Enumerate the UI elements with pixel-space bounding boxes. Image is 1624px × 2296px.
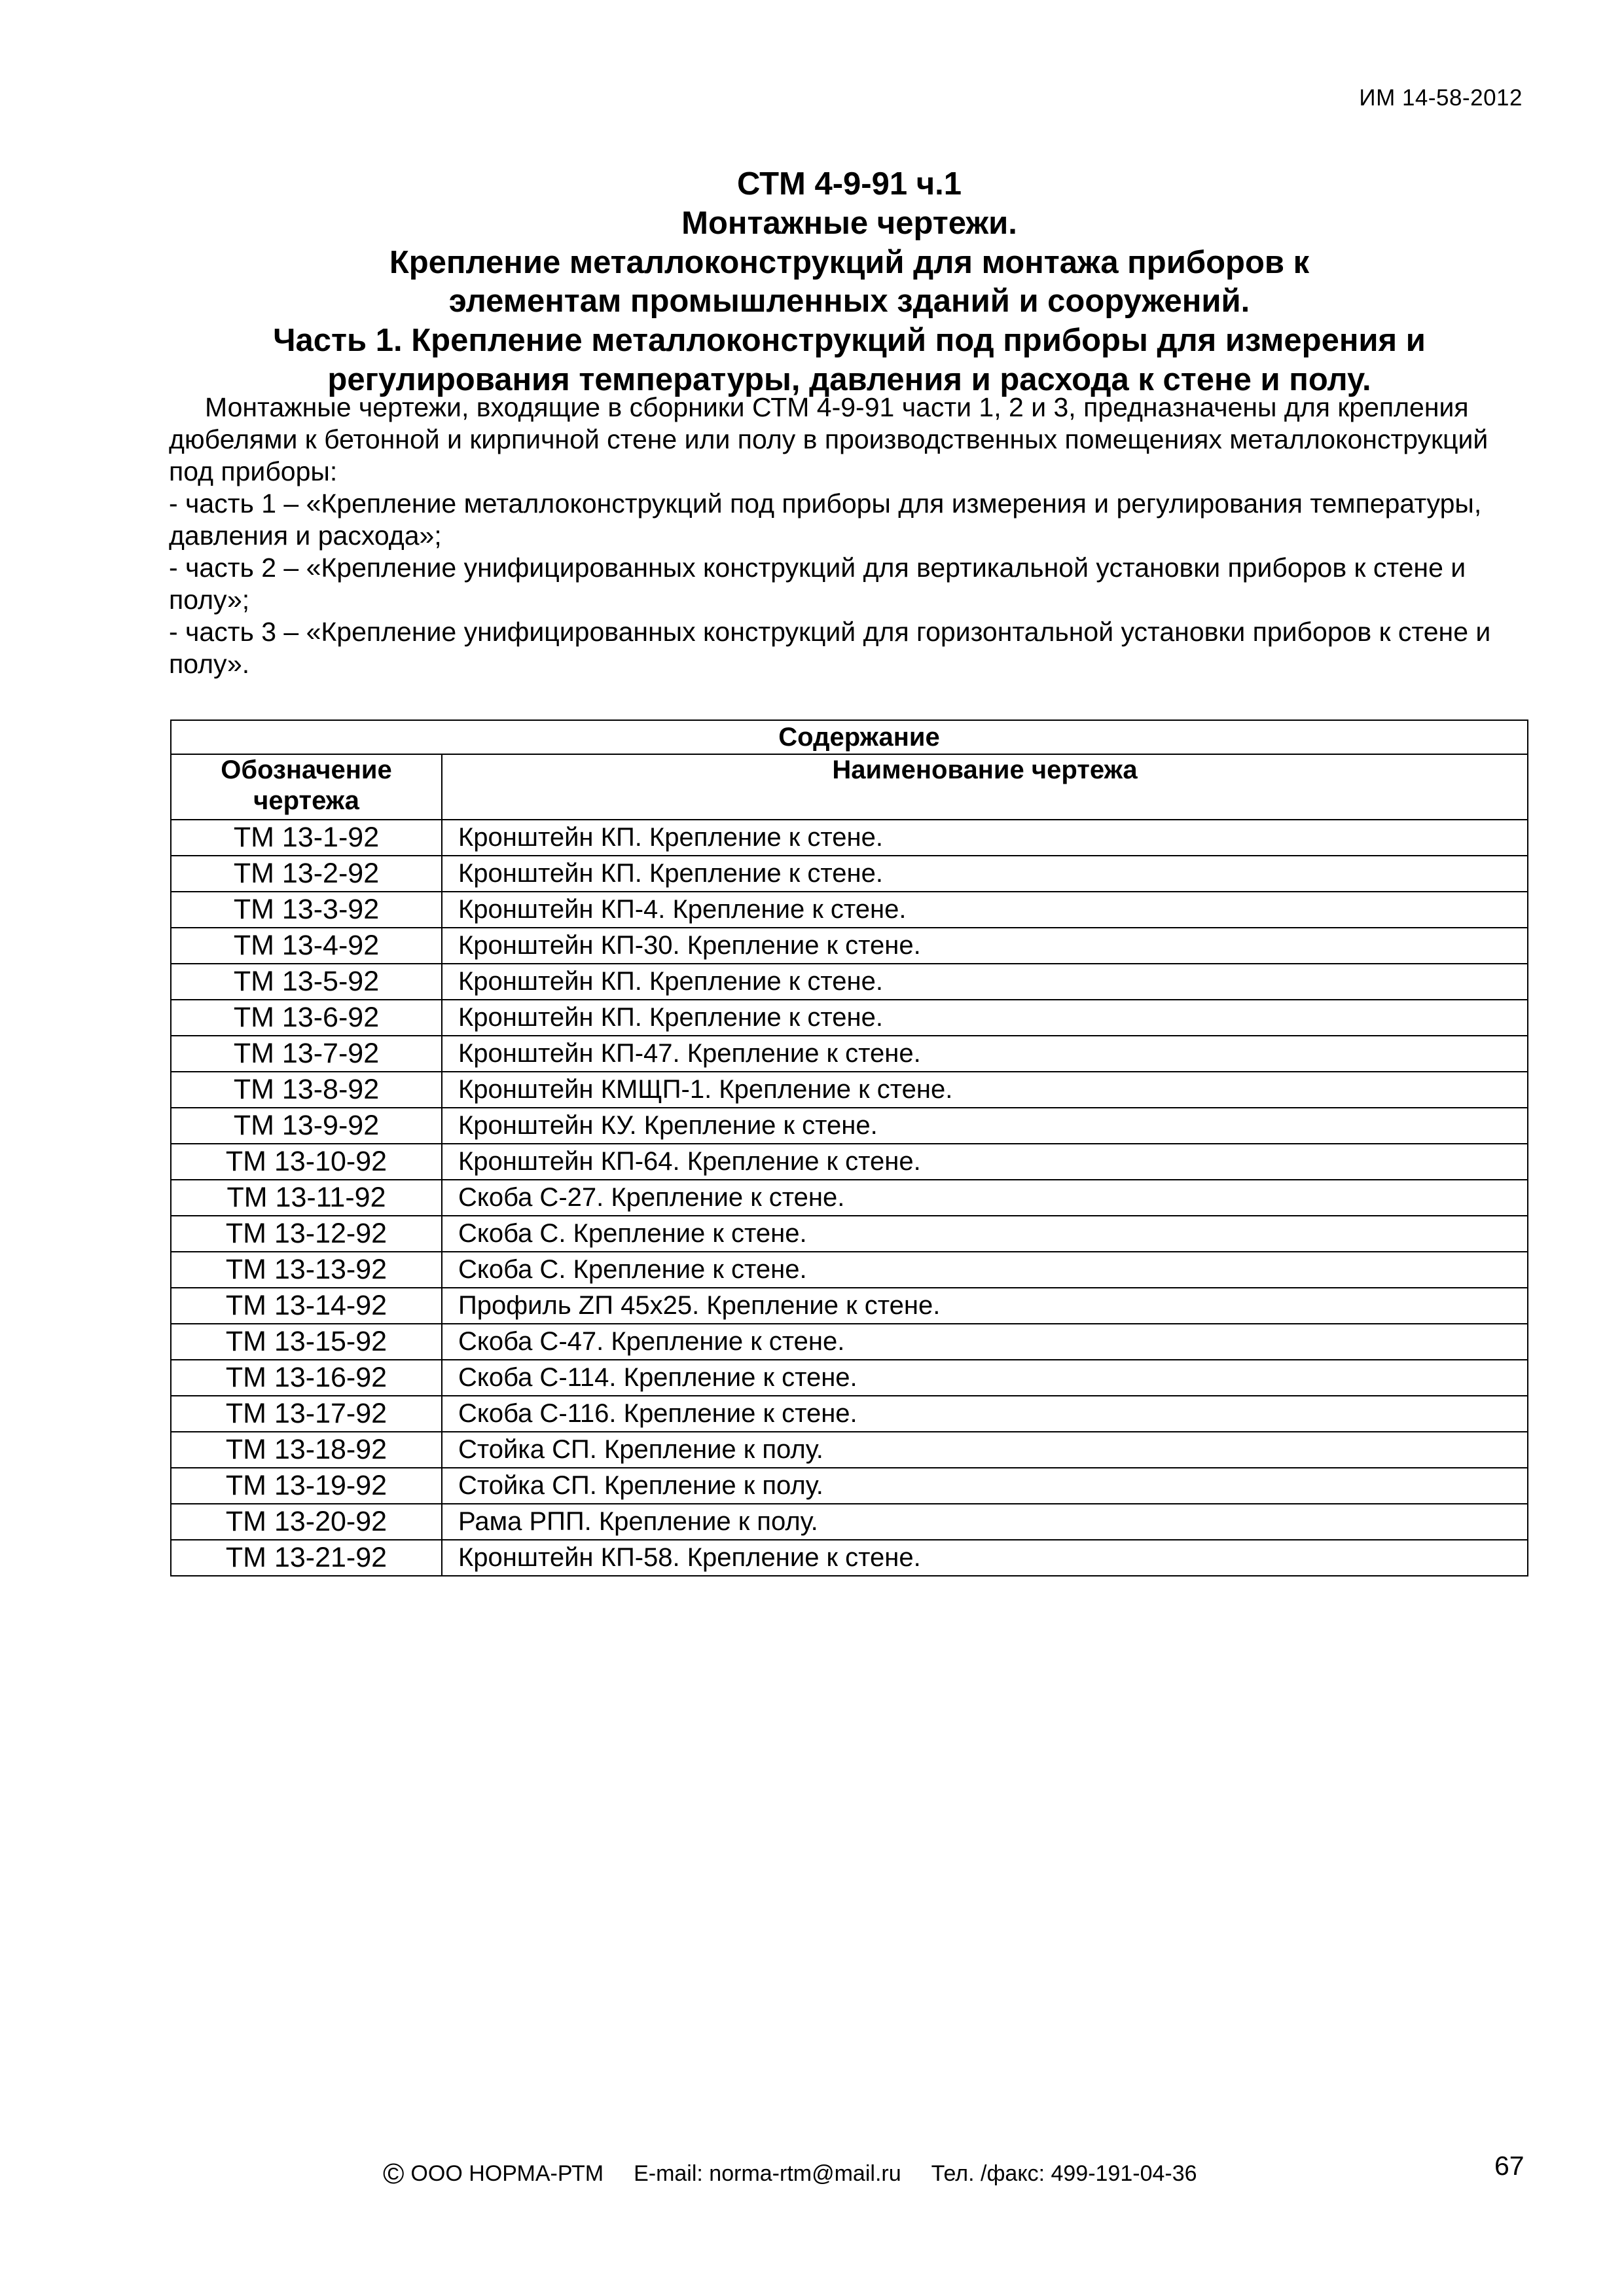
contents-table-body [171,820,1528,1576]
table-row [171,1432,1528,1468]
drawing-code-cell: ТМ 13-17-92 [171,1396,442,1432]
title-line: Крепление металлоконструкций для монтажа приборов к [389,244,1310,280]
table-row [171,928,1528,964]
table-row [171,1108,1528,1144]
title-line: элементам промышленных зданий и сооружений. [448,283,1250,319]
table-row [171,1396,1528,1432]
drawing-name-cell: Профиль ZП 45х25. Крепление к стене. [442,1288,1528,1324]
table-row [171,892,1528,928]
drawing-code-cell: ТМ 13-3-92 [171,892,442,928]
drawing-name-cell: Рама РПП. Крепление к полу. [442,1504,1528,1540]
drawing-name-cell: Кронштейн КП-4. Крепление к стене. [442,892,1528,928]
drawing-name-cell: Скоба С-47. Крепление к стене. [442,1324,1528,1360]
title-line: Часть 1. Крепление металлоконструкций под приборы для измерения и [273,323,1426,359]
title-line: Монтажные чертежи. [681,205,1017,241]
intro-part-item: - часть 1 – «Крепление металлоконструкций под приборы для измерения и регулирования температуры, давления и расхода»; [169,488,1482,551]
drawing-name-cell: Кронштейн КП. Крепление к стене. [442,1000,1528,1036]
drawing-code-cell: ТМ 13-9-92 [171,1108,442,1144]
drawing-name-cell: Кронштейн КП. Крепление к стене. [442,856,1528,892]
table-row [171,820,1528,856]
page-number: 67 [1494,2151,1525,2181]
table-row [171,1072,1528,1108]
column-header-code: Обозначение чертежа [171,754,442,820]
contents-caption: Содержание [171,720,1528,754]
drawing-name-cell: Кронштейн КП-58. Крепление к стене. [442,1540,1528,1576]
table-row [171,856,1528,892]
drawing-code-cell: ТМ 13-1-92 [171,820,442,856]
drawing-name-cell: Кронштейн КП. Крепление к стене. [442,820,1528,856]
drawing-code-cell: ТМ 13-6-92 [171,1000,442,1036]
table-row [171,1180,1528,1216]
table-row [171,1036,1528,1072]
intro-part-item: - часть 2 – «Крепление унифицированных конструкций для вертикальной установки приборов к стене и полу»; [169,553,1466,615]
drawing-code-cell: ТМ 13-20-92 [171,1504,442,1540]
title-line: СТМ 4-9-91 ч.1 [736,166,962,202]
drawing-name-cell: Стойка СП. Крепление к полу. [442,1432,1528,1468]
table-row [171,1540,1528,1576]
drawing-code-cell: ТМ 13-12-92 [171,1216,442,1252]
contents-table [170,720,1528,1576]
footer-company: ООО НОРМА-РТМ [410,2161,604,2186]
title-line: регулирования температуры, давления и расхода к стене и полу. [327,361,1371,397]
footer-phone: Тел. /факс: 499-191-04-36 [931,2161,1197,2186]
table-row [171,1288,1528,1324]
drawing-name-cell: Скоба С. Крепление к стене. [442,1216,1528,1252]
drawing-code-cell: ТМ 13-2-92 [171,856,442,892]
table-row [171,1360,1528,1396]
drawing-code-cell: ТМ 13-4-92 [171,928,442,964]
document-code: ИМ 14-58-2012 [1359,85,1523,111]
column-header-name: Наименование чертежа [442,754,1528,820]
drawing-name-cell: Кронштейн КП-30. Крепление к стене. [442,928,1528,964]
drawing-name-cell: Скоба С-27. Крепление к стене. [442,1180,1528,1216]
drawing-code-cell: ТМ 13-18-92 [171,1432,442,1468]
drawing-code-cell: ТМ 13-16-92 [171,1360,442,1396]
page-footer [383,2158,1197,2191]
drawing-code-cell: ТМ 13-14-92 [171,1288,442,1324]
drawing-name-cell: Скоба С-116. Крепление к стене. [442,1396,1528,1432]
drawing-name-cell: Скоба С. Крепление к стене. [442,1252,1528,1288]
contents-header-row [171,754,1528,820]
drawing-name-cell: Кронштейн КП-47. Крепление к стене. [442,1036,1528,1072]
table-row [171,1144,1528,1180]
drawing-name-cell: Кронштейн КП-64. Крепление к стене. [442,1144,1528,1180]
table-row [171,1324,1528,1360]
drawing-name-cell: Стойка СП. Крепление к полу. [442,1468,1528,1504]
drawing-code-cell: ТМ 13-21-92 [171,1540,442,1576]
drawing-name-cell: Скоба С-114. Крепление к стене. [442,1360,1528,1396]
intro-text [169,392,1530,680]
document-title [170,165,1528,400]
table-row [171,1468,1528,1504]
copyright-icon: © [383,2158,405,2190]
drawing-code-cell: ТМ 13-7-92 [171,1036,442,1072]
table-row [171,1504,1528,1540]
footer-email: E-mail: norma-rtm@mail.ru [634,2161,901,2186]
drawing-code-cell: ТМ 13-11-92 [171,1180,442,1216]
table-row [171,1000,1528,1036]
drawing-code-cell: ТМ 13-19-92 [171,1468,442,1504]
contents-caption-row [171,720,1528,754]
drawing-name-cell: Кронштейн КП. Крепление к стене. [442,964,1528,1000]
drawing-code-cell: ТМ 13-10-92 [171,1144,442,1180]
intro-part-item: - часть 3 – «Крепление унифицированных конструкций для горизонтальной установки приборов к стене и полу». [169,617,1491,679]
table-row [171,1252,1528,1288]
table-row [171,1216,1528,1252]
drawing-code-cell: ТМ 13-15-92 [171,1324,442,1360]
drawing-code-cell: ТМ 13-5-92 [171,964,442,1000]
drawing-name-cell: Кронштейн КУ. Крепление к стене. [442,1108,1528,1144]
drawing-code-cell: ТМ 13-8-92 [171,1072,442,1108]
table-row [171,964,1528,1000]
intro-lead-paragraph: Монтажные чертежи, входящие в сборники СТМ 4-9-91 части 1, 2 и 3, предназначены для крепления дюбелями к бетонной и кирпичной стене или полу в производственных помещениях металлоконструкций под приборы: [169,392,1489,486]
drawing-code-cell: ТМ 13-13-92 [171,1252,442,1288]
drawing-name-cell: Кронштейн КМЩП-1. Крепление к стене. [442,1072,1528,1108]
